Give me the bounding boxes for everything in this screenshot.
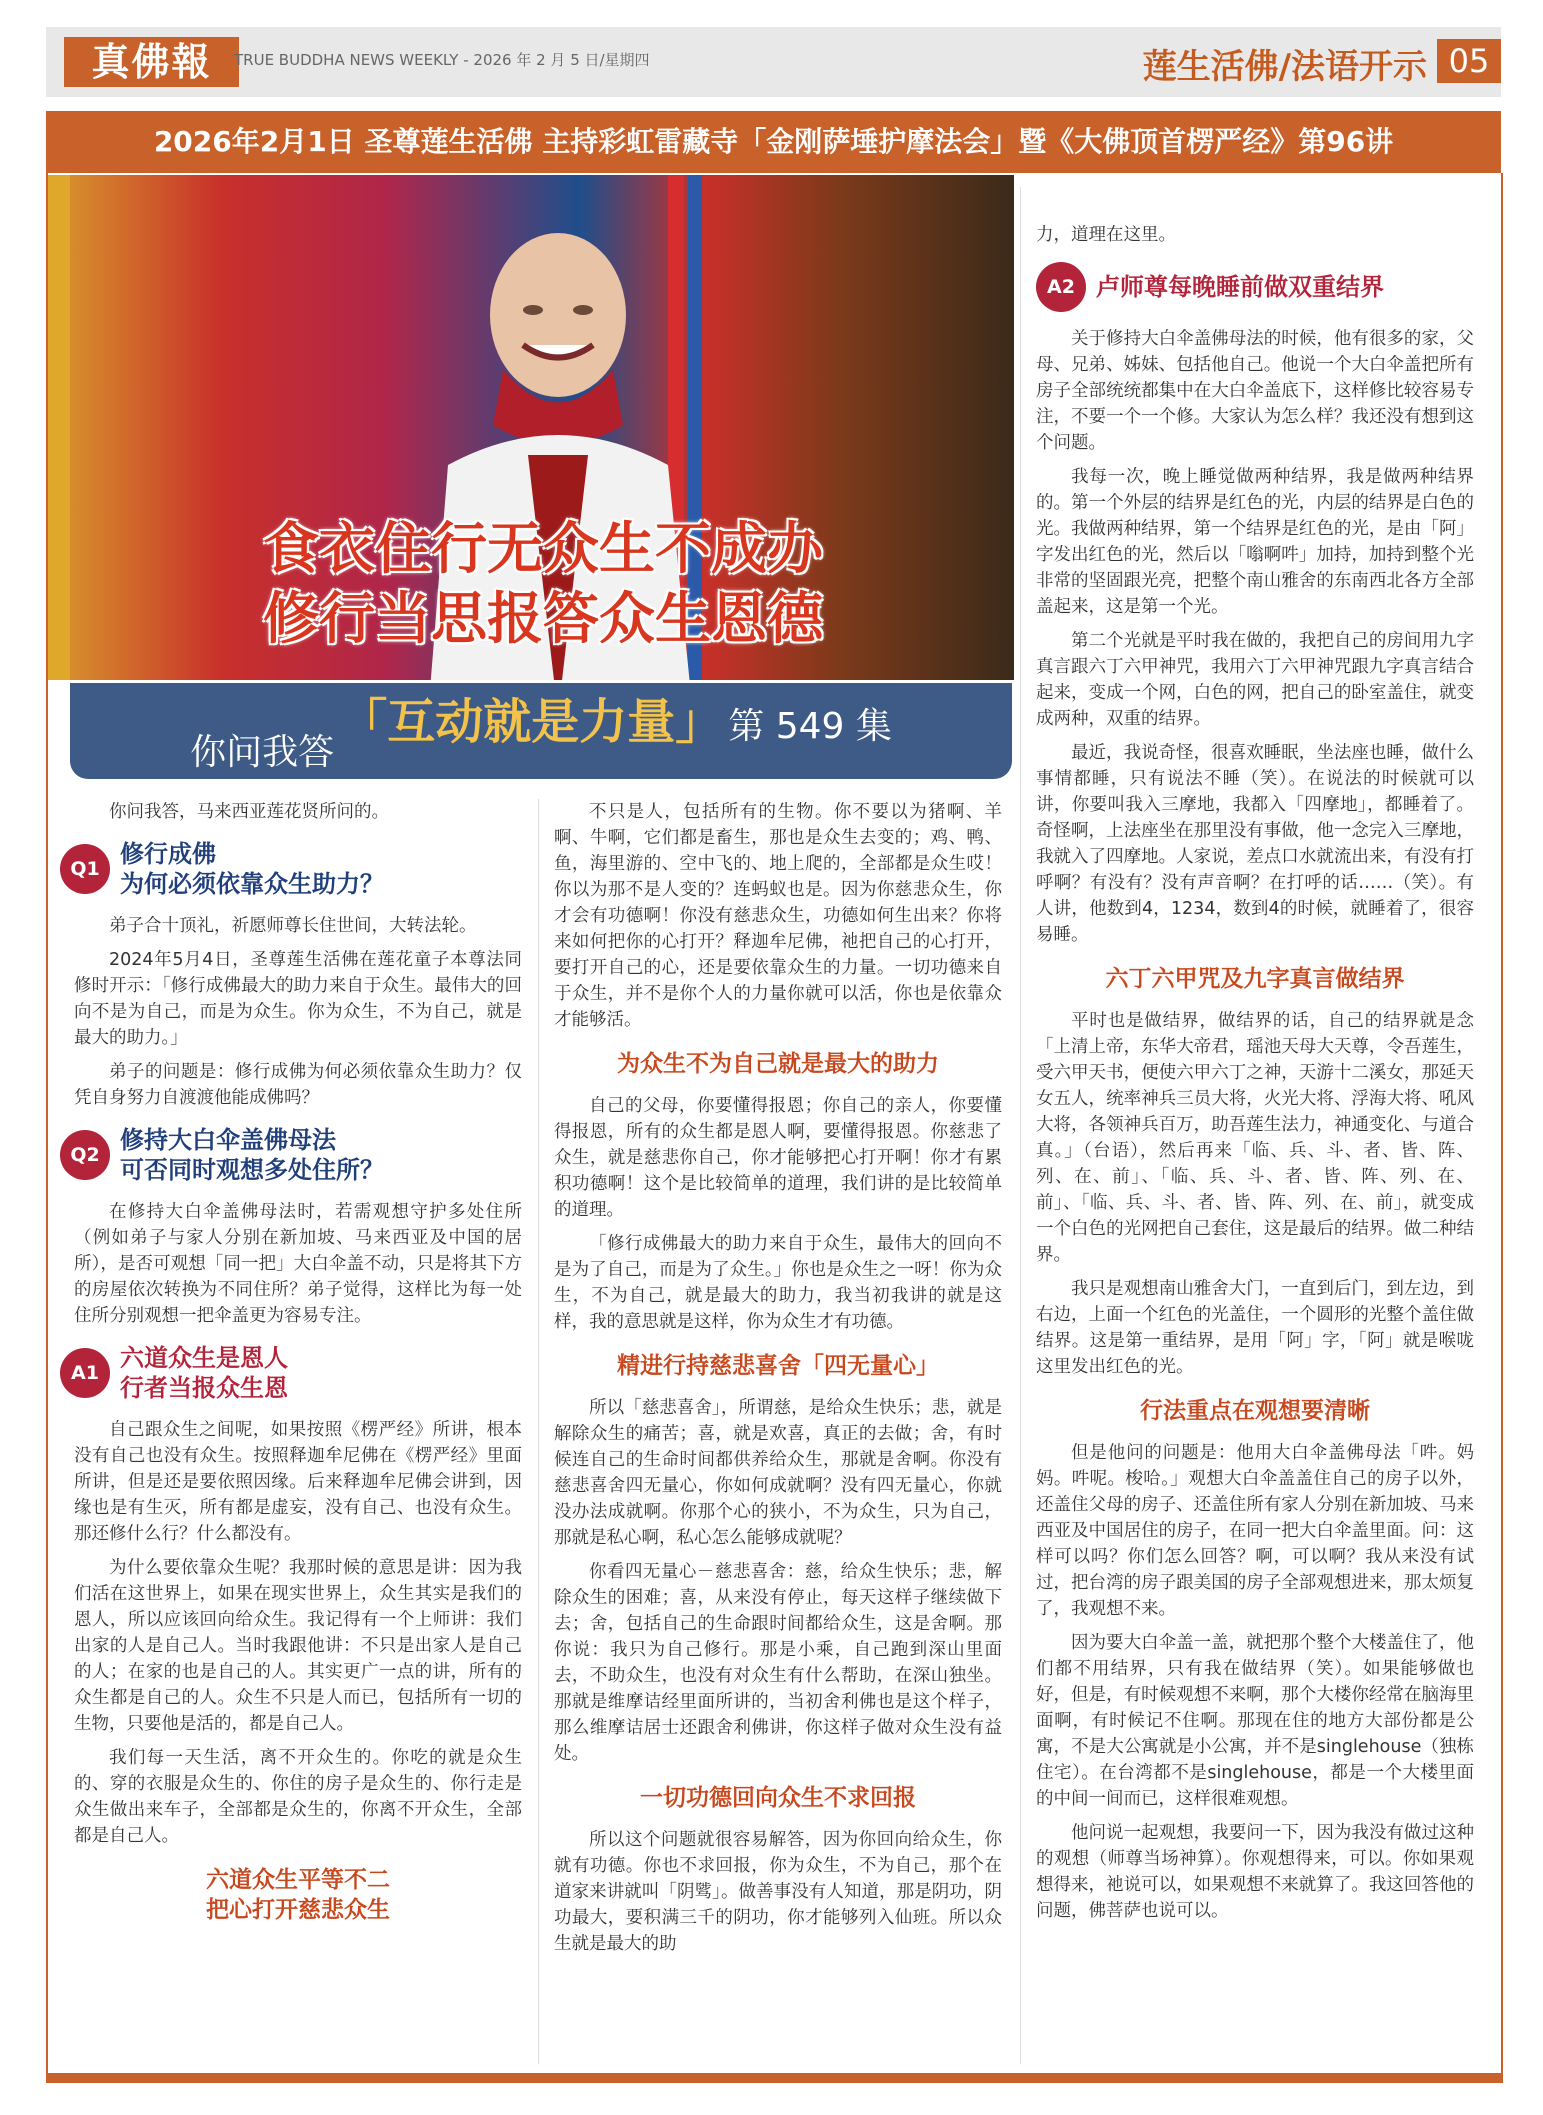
subheading: 六丁六甲咒及九字真言做结界: [1105, 966, 1405, 992]
paragraph: 第二个光就是平时我在做的，我把自己的房间用九字真言跟六丁六甲神咒，我用六丁六甲神咒跟九字真言结合起来，变成一个网，白色的网，把自己的卧室盖住，就变成两种，双重的结界。: [1036, 631, 1474, 729]
paragraph-continued: 力，道理在这里。: [1036, 225, 1176, 245]
question-2-heading: [60, 1125, 522, 1185]
paragraph: 平时也是做结界，做结界的话，自己的结界就是念「上清上帝，东华大帝君，瑶池天母大天尊，令吾莲生，受六甲天书，便使六甲六丁之神，天游十二溪女，那延天女五人，统率神兵三员大将，火光大将、浮海大将、吼风大将，各领神兵百万，助吾莲生法力，神通变化、与道合真。」（台语），然后再来「临、兵、斗、者、皆、阵、列、在、前」、「临、兵、斗、者、皆、阵、列、在、前」、「临、兵、斗、者、皆、阵、列、在、前」，就变成一个白色的光网把自己套住，这是最后的结界。做二种结界。: [1036, 1011, 1474, 1265]
paragraph: 不只是人，包括所有的生物。你不要以为猪啊、羊啊、牛啊，它们都是畜生，那也是众生去变的；鸡、鸭、鱼，海里游的、空中飞的、地上爬的，全部都是众生哎！你以为那不是人变的？连蚂蚁也是。因为你慈悲众生，你才会有功德啊！你没有慈悲众生，功德如何生出来？你将来如何把你的心打开？释迦牟尼佛，祂把自己的心打开，要打开自己的心，还是要依靠众生的力量。一切功德来自于众生，并不是你个人的力量你就可以活，你也是依靠众才能够活。: [554, 802, 1002, 1030]
a2-title: 卢师尊每晚睡前做双重结界: [1096, 273, 1384, 301]
newspaper-page: [46, 27, 1501, 2087]
a1-badge: A1: [60, 1348, 110, 1398]
subheading: 精进行持慈悲喜舍「四无量心」: [617, 1353, 939, 1379]
subheading: 一切功德回向众生不求回报: [640, 1785, 916, 1811]
banner-label: 你问我答: [190, 732, 335, 773]
paragraph: 但是他问的问题是：他用大白伞盖佛母法「吽。妈妈。吽呢。梭哈。」观想大白伞盖盖住自己的房子以外，还盖住父母的房子、还盖住所有家人分别在新加坡、马来西亚及中国居住的房子，在同一把大白伞盖里面。问：这样可以吗？你们怎么回答？啊，可以啊？我从来没有试过，把台湾的房子跟美国的房子全部观想进来，那太烦复了，我观想不来。: [1036, 1443, 1474, 1619]
banner-episode: 第 549 集: [728, 706, 892, 747]
a1-title-line1: 六道众生是恩人: [120, 1344, 288, 1372]
q2-title: [120, 1125, 384, 1185]
column-divider: [1020, 187, 1021, 2064]
paragraph: 因为要大白伞盖一盖，就把那个整个大楼盖住了，他们都不用结界，只有我在做结界（笑）。如果能够做也好，但是，有时候观想不来啊，那个大楼你经常在脑海里面啊，有时候记不住啊。那现在住的地方大部份都是公寓，不是大公寓就是小公寓，并不是singlehouse（独栋住宅）。在台湾都不是singlehouse，都是一个大楼里面的中间一间而已，这样很难观想。: [1036, 1633, 1474, 1809]
column-2: [554, 799, 1002, 1965]
subheading-line2: 把心打开慈悲众生: [206, 1897, 390, 1923]
column-1: [70, 799, 522, 1931]
qa-banner: [70, 683, 1012, 779]
paragraph: 「修行成佛最大的助力来自于众生，最伟大的回向不是为了自己，而是为了众生。」你也是众生之一呀！你为众生，不为自己，就是最大的助力，我当初我讲的就是这样，我的意思就是这样，你为众生才有功德。: [554, 1234, 1002, 1332]
q2-title-line2: 可否同时观想多处住所？: [120, 1156, 384, 1184]
page-number: 05: [1437, 39, 1501, 83]
a1-title-line2: 行者当报众生恩: [120, 1374, 288, 1402]
q2-title-line1: 修持大白伞盖佛母法: [120, 1126, 336, 1154]
paragraph: 弟子的问题是：修行成佛为何必须依靠众生助力？仅凭自身努力自渡渡他能成佛吗？: [74, 1062, 522, 1108]
subheading: 为众生不为自己就是最大的助力: [617, 1051, 939, 1077]
answer-1-heading: [60, 1343, 522, 1403]
section-title: 莲生活佛/法语开示: [1142, 47, 1427, 87]
paragraph: 我们每一天生活，离不开众生的。你吃的就是众生的、穿的衣服是众生的、你住的房子是众生的、你行走是众生做出来车子，全部都是众生的，你离不开众生，全部都是自己人。: [74, 1748, 522, 1846]
answer-2-heading: [1036, 262, 1474, 312]
paragraph: 2024年5月4日，圣尊莲生活佛在莲花童子本尊法同修时开示：「修行成佛最大的助力来自于众生。最伟大的回向不是为自己，而是为众生。你为众生，不为自己，就是最大的助力。」: [74, 950, 522, 1048]
paragraph: 为什么要依靠众生呢？我那时候的意思是讲：因为我们活在这世界上，如果在现实世界上，众生其实是我们的恩人，所以应该回向给众生。我记得有一个上师讲：我们出家的人是自己人。当时我跟他讲：不只是出家人是自己的人；在家的也是自己的人。其实更广一点的讲，所有的众生都是自己的人。众生不只是人而已，包括所有一切的生物，只要他是活的，都是自己人。: [74, 1558, 522, 1734]
column-divider: [538, 799, 539, 2064]
paragraph: 关于修持大白伞盖佛母法的时候，他有很多的家，父母、兄弟、姊妹、包括他自己。他说一个大白伞盖把所有房子全部统统都集中在大白伞盖底下，这样修比较容易专注，不要一个一个修。大家认为怎么样？我还没有想到这个问题。: [1036, 329, 1474, 453]
q2-badge: Q2: [60, 1130, 110, 1180]
q1-title-line1: 修行成佛: [120, 840, 216, 868]
q1-badge: Q1: [60, 844, 110, 894]
banner-title: 「互动就是力量」: [339, 694, 724, 750]
column-3: [1036, 222, 1474, 1932]
a1-title: [120, 1343, 288, 1403]
photo-caption-line2: 修行当思报答众生恩德: [263, 586, 823, 652]
paragraph: 自己跟众生之间呢，如果按照《楞严经》所讲，根本没有自己也没有众生。按照释迦牟尼佛在《楞严经》里面所讲，但是还是要依照因缘。后来释迦牟尼佛会讲到，因缘也是有生灭，所有都是虚妄，没有自己、也没有众生。那还修什么行？什么都没有。: [74, 1420, 522, 1544]
paragraph: 弟子合十顶礼，祈愿师尊长住世间，大转法轮。: [109, 916, 477, 936]
paragraph: 最近，我说奇怪，很喜欢睡眠，坐法座也睡，做什么事情都睡，只有说法不睡（笑）。在说法的时候就可以讲，你要叫我入三摩地，我都入「四摩地」，都睡着了。奇怪啊，上法座坐在那里没有事做，他一念完入三摩地，我就入了四摩地。人家说，差点口水就流出来，有没有打呼啊？有没有？没有声音啊？在打呼的话……（笑）。有人讲，他数到4，1234，数到4的时候，就睡着了，很容易睡。: [1036, 743, 1474, 945]
paragraph: 所以「慈悲喜舍」，所谓慈，是给众生快乐；悲，就是解除众生的痛苦；喜，就是欢喜，真正的去做；舍，有时候连自己的生命时间都供养给众生，那就是舍啊。你没有慈悲喜舍四无量心，你如何成就啊？没有四无量心，你就没办法成就啊。你那个心的狭小，不为众生，只为自己，那就是私心啊，私心怎么能够成就呢？: [554, 1398, 1002, 1548]
paragraph: 你看四无量心－慈悲喜舍：慈，给众生快乐；悲，解除众生的困难；喜，从来没有停止，每天这样子继续做下去；舍，包括自己的生命跟时间都给众生，这是舍啊。那你说：我只为自己修行。那是小乘，自己跑到深山里面去，不助众生，也没有对众生有什么帮助，在深山独坐。那就是维摩诘经里面所讲的，当初舍利佛也是这个样子，那么维摩诘居士还跟舍利佛讲，你这样子做对众生没有益处。: [554, 1562, 1002, 1764]
intro-text: 你问我答，马来西亚莲花贤所问的。: [109, 802, 389, 822]
paragraph: 他问说一起观想，我要问一下，因为我没有做过这种的观想（师尊当场神算）。你观想得来，可以。你如果观想得来，祂说可以，如果观想不来就算了。我这回答他的问题，佛菩萨也说可以。: [1036, 1823, 1474, 1921]
paragraph: 我只是观想南山雅舍大门，一直到后门，到左边，到右边，上面一个红色的光盖住，一个圆形的光整个盖住做结界。这是第一重结界，是用「阿」字，「阿」就是喉咙这里发出红色的光。: [1036, 1279, 1474, 1377]
masthead: [46, 27, 1501, 97]
a2-badge: A2: [1036, 262, 1086, 312]
photo-pillar: [48, 175, 70, 680]
subheading: 行法重点在观想要清晰: [1140, 1398, 1370, 1424]
q1-title: [120, 839, 384, 899]
q1-title-line2: 为何必须依靠众生助力？: [120, 870, 384, 898]
paragraph: 自己的父母，你要懂得报恩；你自己的亲人，你要懂得报恩，所有的众生都是恩人啊，要懂得报恩。你慈悲了众生，就是慈悲你自己，你才能够把心打开啊！你才有累积功德啊！这个是比较简单的道理，我们讲的是比较简单的道理。: [554, 1096, 1002, 1220]
article-photo: [48, 175, 1014, 680]
paragraph: 在修持大白伞盖佛母法时，若需观想守护多处住所（例如弟子与家人分别在新加坡、马来西亚及中国的居所），是否可观想「同一把」大白伞盖不动，只是将其下方的房屋依次转换为不同住所？弟子觉得，这样比为每一处住所分别观想一把伞盖更为容易专注。: [74, 1202, 522, 1326]
question-1-heading: [60, 839, 522, 899]
publication-info: TRUE BUDDHA NEWS WEEKLY - 2026 年 2 月 5 日/星期四: [234, 51, 650, 69]
headline: 2026年2月1日 圣尊莲生活佛 主持彩虹雷藏寺「金刚萨埵护摩法会」暨《大佛顶首楞严经》第96讲: [46, 111, 1501, 173]
newspaper-logo: 真佛報: [64, 37, 239, 87]
subheading-line1: 六道众生平等不二: [206, 1867, 390, 1893]
paragraph: 我每一次，晚上睡觉做两种结界，我是做两种结界的。第一个外层的结界是红色的光，内层的结界是白色的光。我做两种结界，第一个结界是红色的光，是由「阿」字发出红色的光，然后以「嗡啊吽」加持，加持到整个光非常的坚固跟光亮，把整个南山雅舍的东南西北各方全部盖起来，这是第一个光。: [1036, 467, 1474, 617]
subheading: [74, 1865, 522, 1925]
paragraph: 所以这个问题就很容易解答，因为你回向给众生，你就有功德。你也不求回报，你为众生，不为自己，那个在道家来讲就叫「阴骘」。做善事没有人知道，那是阴功，阴功最大，要积满三千的阴功，你才能够列入仙班。所以众生就是最大的助: [554, 1830, 1002, 1954]
photo-caption-line1: 食衣住行无众生不成办: [263, 516, 823, 582]
